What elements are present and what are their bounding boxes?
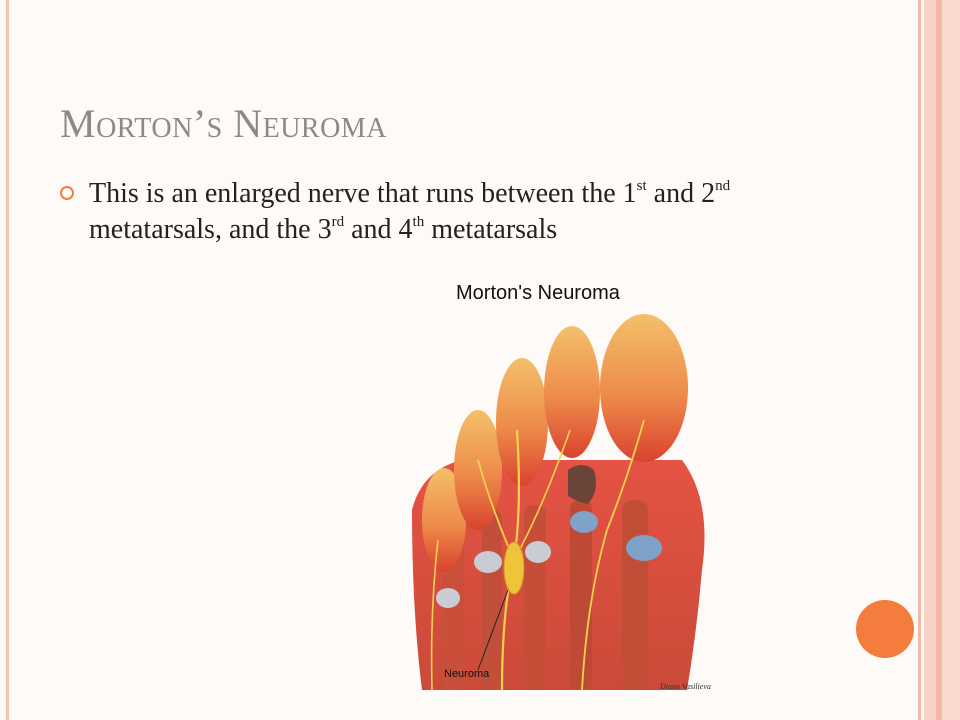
bullet-circle-icon <box>60 186 74 200</box>
bullet-text-part: metatarsals, and the 3 <box>89 214 332 245</box>
bullet-text-part: This is an enlarged nerve that runs between the 1 <box>89 178 637 209</box>
decorative-circle <box>856 600 914 658</box>
bullet-text-part: and 2 <box>646 178 716 209</box>
right-border-stripe <box>924 0 936 720</box>
figure-title: Morton's Neuroma <box>456 282 620 304</box>
right-border-stripe <box>918 0 921 720</box>
superscript: th <box>412 213 425 230</box>
bullet-item <box>60 176 820 248</box>
bullet-text <box>89 176 820 248</box>
foot-illustration <box>382 276 742 700</box>
right-border-stripe <box>942 0 960 720</box>
foot-drawing-icon <box>382 310 742 700</box>
bullet-text-part: and 4 <box>344 214 413 245</box>
left-border-line <box>6 0 9 720</box>
slide-title: Morton’s Neuroma <box>60 101 387 146</box>
superscript: st <box>636 177 647 194</box>
artist-signature: Diana Vasilieva <box>660 682 711 691</box>
neuroma-label: Neuroma <box>444 668 490 680</box>
bullet-text-part: metatarsals <box>424 214 558 245</box>
superscript: rd <box>331 213 345 230</box>
superscript: nd <box>715 177 731 194</box>
